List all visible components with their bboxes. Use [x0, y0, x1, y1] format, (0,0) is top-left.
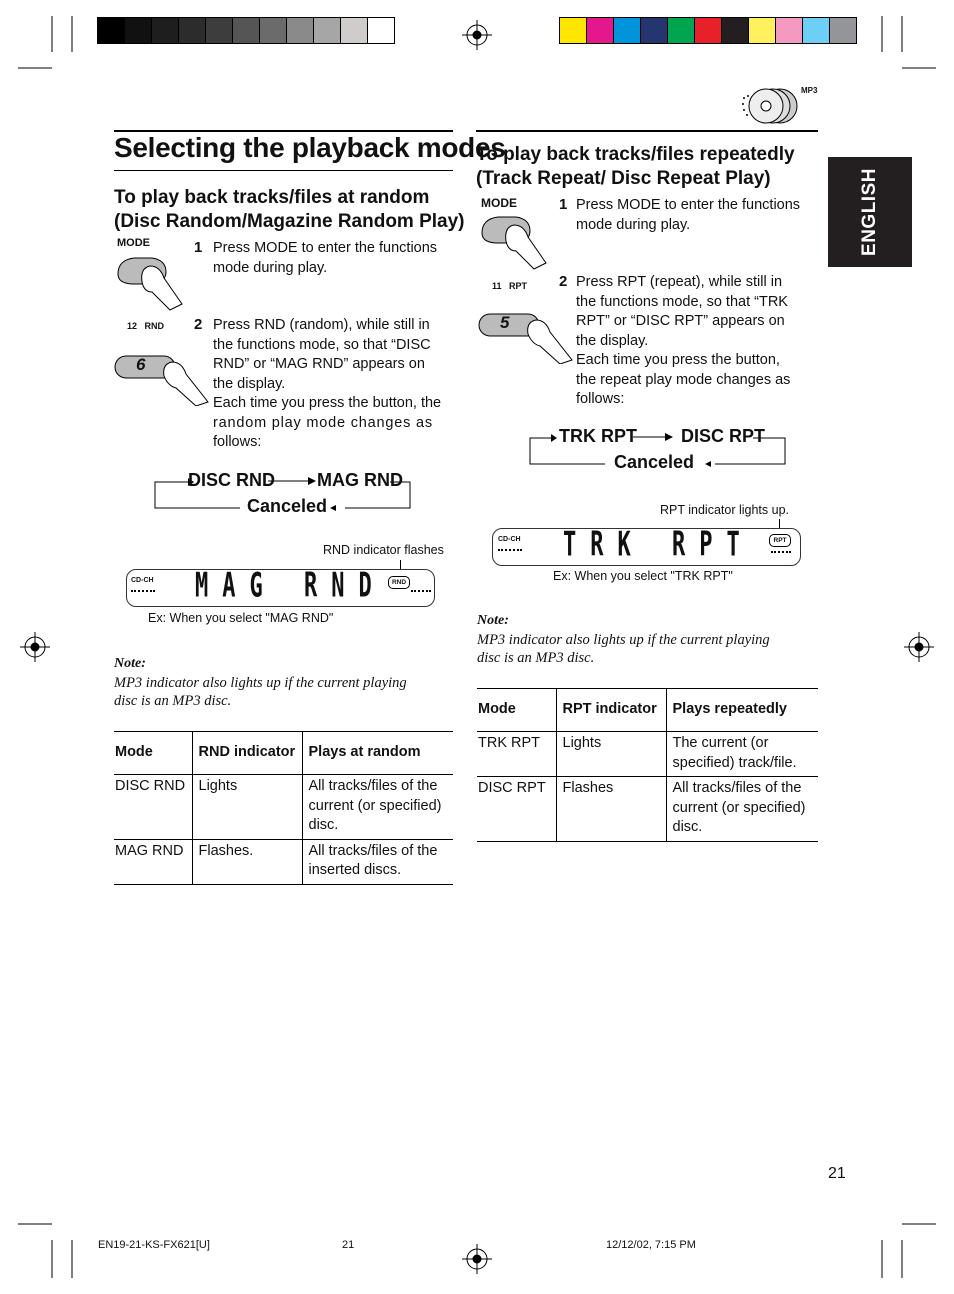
- table-cell: DISC RPT: [477, 777, 556, 842]
- note-label: Note:: [114, 656, 146, 671]
- lcd-segment-dots: [131, 590, 155, 596]
- color-swatch: [613, 18, 640, 43]
- table-cell: Flashes.: [192, 839, 302, 884]
- table-row: [477, 777, 818, 842]
- color-swatch: [98, 18, 124, 43]
- header-rule: [476, 130, 818, 132]
- page-number: 21: [828, 1165, 846, 1182]
- lcd-segment-dots: [498, 549, 522, 555]
- table-header: Plays at random: [308, 743, 421, 760]
- note-text: MP3 indicator also lights up if the current playing disc is an MP3 disc.: [477, 632, 770, 666]
- left-heading: To play back tracks/files at random (Disc Random/Magazine Random Play): [114, 187, 465, 232]
- color-swatch: [313, 18, 340, 43]
- lcd-indicator: RPT: [769, 534, 791, 547]
- color-swatch: [124, 18, 151, 43]
- lcd-example-caption: Ex: When you select "MAG RND": [148, 611, 334, 625]
- color-swatch: [667, 18, 694, 43]
- rnd-button-label: 12 RND: [127, 321, 165, 331]
- mode-button-icon: [476, 211, 556, 273]
- step-text: Press MODE to enter the functions mode during play.: [576, 197, 801, 233]
- rpt-table: [477, 688, 818, 842]
- step-text: Press RND (random), while still in the functions mode, so that “DISC RND” or “MAG RND” appears on the display. Each time you press the button, the random play mode changes as follows:: [213, 317, 442, 450]
- table-cell: Lights: [556, 732, 666, 777]
- color-swatch: [205, 18, 232, 43]
- color-swatch: [560, 18, 586, 43]
- rnd-table: [114, 731, 453, 885]
- lcd-segment-dots: [771, 551, 791, 557]
- lcd-example-caption: Ex: When you select "TRK RPT": [553, 569, 733, 583]
- table-cell: TRK RPT: [477, 732, 556, 777]
- color-swatch: [775, 18, 802, 43]
- color-swatch: [232, 18, 259, 43]
- number-5-key-label: 5: [500, 313, 510, 332]
- color-swatch: [721, 18, 748, 43]
- table-cell: Flashes: [556, 777, 666, 842]
- color-swatch: [286, 18, 313, 43]
- table-row: [477, 732, 818, 777]
- color-swatch: [586, 18, 613, 43]
- mode-button-icon: [112, 252, 192, 314]
- mode-label: MODE: [117, 237, 150, 249]
- language-tab: [828, 157, 912, 267]
- page-title: Selecting the playback modes: [114, 132, 506, 163]
- note-label: Note:: [477, 613, 509, 628]
- table-cell: All tracks/files of the current (or specified) disc.: [672, 780, 806, 835]
- color-swatch: [748, 18, 775, 43]
- table-header: RPT indicator: [556, 689, 666, 732]
- lcd-caption: RPT indicator lights up.: [660, 503, 789, 517]
- title-rule-top: [114, 130, 453, 132]
- step-number: 1: [194, 239, 203, 256]
- step-number: 1: [559, 196, 568, 213]
- footer-date: 12/12/02, 7:15 PM: [606, 1239, 696, 1251]
- footer-page: 21: [342, 1239, 355, 1251]
- color-swatch: [640, 18, 667, 43]
- lcd-display: [126, 569, 435, 607]
- lcd-text: TRK RPT: [563, 526, 754, 565]
- color-swatch: [151, 18, 178, 43]
- table-row: [114, 775, 453, 840]
- mode-label: MODE: [481, 196, 517, 210]
- color-swatch: [802, 18, 829, 43]
- color-swatch: [694, 18, 721, 43]
- number-6-button-icon: [112, 350, 212, 406]
- table-header: Mode: [114, 732, 192, 775]
- table-row: [114, 839, 453, 884]
- gray-swatch-bar: [97, 17, 395, 44]
- right-heading: To play back tracks/files repeatedly (Track Repeat/ Disc Repeat Play): [476, 144, 795, 189]
- table-header-row: [114, 732, 453, 775]
- table-cell: All tracks/files of the inserted discs.: [308, 842, 438, 878]
- color-swatch: [829, 18, 856, 43]
- color-swatch: [178, 18, 205, 43]
- note-text: MP3 indicator also lights up if the current playing disc is an MP3 disc.: [114, 675, 407, 709]
- footer-file: EN19-21-KS-FX621[U]: [98, 1239, 210, 1251]
- flow-label: DISC RND: [188, 470, 276, 490]
- title-rule-bottom: [114, 170, 453, 171]
- step-text: Press RPT (repeat), while still in the functions mode, so that “TRK RPT” or “DISC RPT” appears on the display. Each time you press the button, the repeat play mode changes as follows:: [576, 274, 791, 407]
- number-6-key-label: 6: [136, 355, 146, 374]
- lcd-text: MAG RND: [195, 567, 386, 606]
- flow-label: TRK RPT: [559, 426, 637, 446]
- lcd-segment-dots: [411, 590, 431, 596]
- flow-label: Canceled: [614, 452, 695, 472]
- lcd-source-label: CD-CH: [498, 536, 521, 543]
- table-cell: Lights: [192, 775, 302, 840]
- color-swatch-bar: [559, 17, 857, 44]
- table-header: RND indicator: [192, 732, 302, 775]
- color-swatch: [340, 18, 367, 43]
- flow-label: DISC RPT: [681, 426, 766, 446]
- step-number: 2: [194, 316, 203, 333]
- color-swatch: [367, 18, 394, 43]
- table-cell: MAG RND: [114, 839, 192, 884]
- table-cell: The current (or specified) track/file.: [672, 735, 797, 771]
- step-text: Press MODE to enter the functions mode during play.: [213, 240, 438, 276]
- table-cell: All tracks/files of the current (or specified) disc.: [308, 778, 442, 833]
- language-tab-label: ENGLISH: [859, 168, 880, 256]
- table-cell: DISC RND: [114, 775, 192, 840]
- number-5-button-icon: [476, 308, 576, 364]
- color-swatch: [259, 18, 286, 43]
- flow-label: Canceled: [247, 496, 328, 516]
- mp3-badge: MP3: [801, 86, 818, 95]
- table-header-row: [477, 689, 818, 732]
- lcd-source-label: CD-CH: [131, 577, 154, 584]
- step-number: 2: [559, 273, 568, 290]
- lcd-display: [492, 528, 801, 566]
- lcd-indicator: RND: [388, 576, 410, 589]
- flow-label: MAG RND: [317, 470, 403, 490]
- rpt-button-label: 11 RPT: [492, 281, 528, 291]
- lcd-caption: RND indicator flashes: [323, 543, 444, 557]
- table-header: Mode: [477, 689, 556, 732]
- table-header: Plays repeatedly: [672, 700, 787, 717]
